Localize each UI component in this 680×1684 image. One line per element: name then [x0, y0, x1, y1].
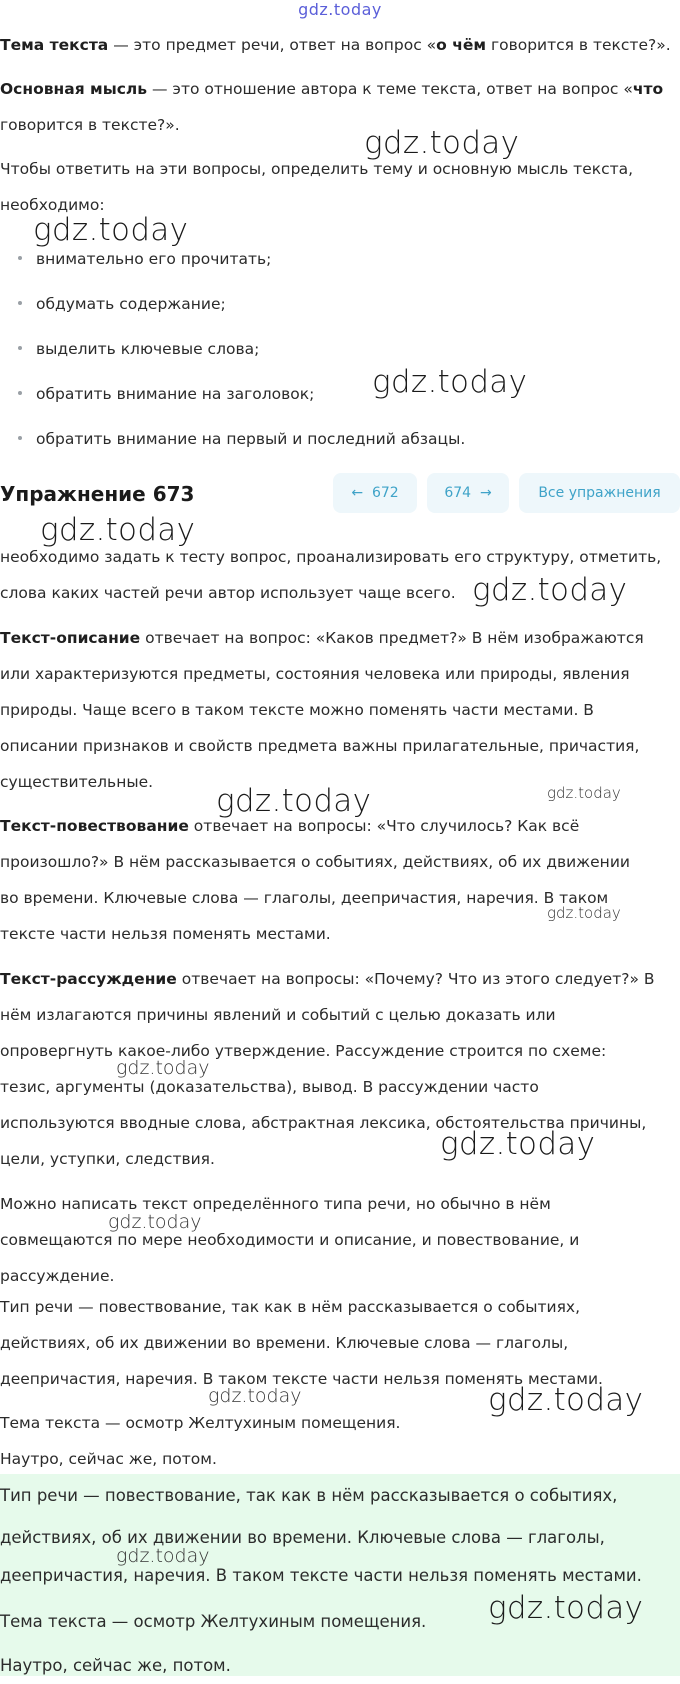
watermark: gdz.today — [116, 1057, 210, 1079]
list-item: выделить ключевые слова; — [18, 331, 259, 367]
body-p4-line-3: опровергнуть какое-либо утверждение. Рассуждение строится по схеме: — [0, 1042, 607, 1060]
body-p4-line-4: тезис, аргументы (доказательства), вывод. В рассуждении часто — [0, 1078, 539, 1096]
body-p1-line-2: слова каких частей речи автор использует чаще всего. — [0, 584, 456, 602]
body-p4-line-5: используются вводные слова, абстрактная лексика, обстоятельства причины, — [0, 1114, 647, 1132]
term-description: Текст-описание — [0, 629, 141, 647]
watermark: gdz.today — [33, 212, 189, 248]
term-main-idea: Основная мысль — [0, 80, 148, 98]
body-p3-line-3: во времени. Ключевые слова — глаголы, деепричастия, наречия. В таком — [0, 889, 609, 907]
term-reasoning: Текст-рассуждение — [0, 970, 177, 988]
watermark: gdz.today — [547, 784, 621, 802]
body-p1-line-1: необходимо задать к тесту вопрос, проанализировать его структуру, отметить, — [0, 548, 662, 566]
body-p5-line-1: Можно написать текст определённого типа речи, но обычно в нём — [0, 1195, 551, 1213]
top-watermark: gdz.today — [298, 0, 382, 19]
body-p3-line-2: произошло?» В нём рассказывается о событиях, действиях, об их движении — [0, 853, 630, 871]
body-p6-line-3: деепричастия, наречия. В таком тексте части нельзя поменять местами. — [0, 1370, 603, 1388]
watermark: gdz.today — [472, 572, 628, 608]
watermark: gdz.today — [108, 1211, 202, 1233]
watermark: gdz.today — [440, 1126, 596, 1162]
answer-line-5: Наутро, сейчас же, потом. — [0, 1656, 231, 1675]
theory-line-5: необходимо: — [0, 196, 105, 214]
body-p2-line-2: или характеризуются предметы, состояния человека или природы, явления — [0, 665, 630, 683]
body-p5-line-2: совмещаются по мере необходимости и описание, и повествование, и — [0, 1231, 580, 1249]
answer-line-2: действиях, об их движении во времени. Ключевые слова — глаголы, — [0, 1528, 605, 1547]
next-exercise-button[interactable]: 674 → — [427, 473, 509, 513]
arrow-right-icon: → — [479, 485, 492, 501]
bullet-icon — [18, 391, 22, 395]
body-p2-line-4: описании признаков и свойств предмета важны прилагательные, причастия, — [0, 737, 640, 755]
body-p6-line-2: действиях, об их движении во времени. Ключевые слова — глаголы, — [0, 1334, 569, 1352]
theory-line-3: говорится в тексте?». — [0, 116, 180, 134]
theory-line-2: Основная мысль — это отношение автора к теме текста, ответ на вопрос «что — [0, 80, 664, 98]
list-item: обдумать содержание; — [18, 286, 226, 322]
prev-exercise-button[interactable]: ← 672 — [333, 473, 417, 513]
body-p3-line-1: Текст-повествование отвечает на вопросы: «Что случилось? Как всё — [0, 817, 580, 835]
body-p2-line-3: природы. Чаще всего в таком тексте можно поменять части местами. В — [0, 701, 594, 719]
answer-line-4: Тема текста — осмотр Желтухиным помещения. — [0, 1612, 427, 1631]
bullet-icon — [18, 301, 22, 305]
watermark: gdz.today — [372, 364, 528, 400]
body-p2-line-5: существительные. — [0, 773, 154, 791]
watermark: gdz.today — [40, 512, 196, 548]
theory-line-4: Чтобы ответить на эти вопросы, определить тему и основную мысль текста, — [0, 160, 634, 178]
theory-line-1: Тема текста — это предмет речи, ответ на вопрос «о чём говорится в тексте?». — [0, 36, 671, 54]
arrow-left-icon: ← — [351, 485, 364, 501]
body-p4-line-1: Текст-рассуждение отвечает на вопросы: «Почему? Что из этого следует?» В — [0, 970, 655, 988]
body-p8: Наутро, сейчас же, потом. — [0, 1450, 217, 1468]
list-item: обратить внимание на заголовок; — [18, 376, 314, 412]
body-p4-line-6: цели, уступки, следствия. — [0, 1150, 215, 1168]
watermark: gdz.today — [216, 783, 372, 819]
list-item: обратить внимание на первый и последний абзацы. — [18, 421, 465, 457]
watermark: gdz.today — [547, 904, 621, 922]
bullet-icon — [18, 346, 22, 350]
list-item: внимательно его прочитать; — [18, 241, 271, 277]
watermark: gdz.today — [488, 1382, 644, 1418]
all-exercises-button[interactable]: Все упражнения — [519, 473, 680, 513]
watermark: gdz.today — [208, 1385, 302, 1407]
body-p4-line-2: нём излагаются причины явлений и событий с целью доказать или — [0, 1006, 556, 1024]
body-p5-line-3: рассуждение. — [0, 1267, 115, 1285]
bullet-icon — [18, 256, 22, 260]
body-p6-line-1: Тип речи — повествование, так как в нём рассказывается о событиях, — [0, 1298, 581, 1316]
bullet-icon — [18, 436, 22, 440]
body-p7: Тема текста — осмотр Желтухиным помещения. — [0, 1414, 401, 1432]
body-p3-line-4: тексте части нельзя поменять местами. — [0, 925, 331, 943]
answer-line-3: деепричастия, наречия. В таком тексте части нельзя поменять местами. — [0, 1566, 642, 1585]
term-narration: Текст-повествование — [0, 817, 189, 835]
watermark: gdz.today — [364, 125, 520, 161]
exercise-title: Упражнение 673 — [0, 482, 195, 506]
watermark: gdz.today — [116, 1545, 210, 1567]
body-p2-line-1: Текст-описание отвечает на вопрос: «Каков предмет?» В нём изображаются — [0, 629, 644, 647]
term-topic: Тема текста — [0, 36, 109, 54]
answer-line-1: Тип речи — повествование, так как в нём рассказывается о событиях, — [0, 1486, 618, 1505]
watermark: gdz.today — [488, 1590, 644, 1626]
